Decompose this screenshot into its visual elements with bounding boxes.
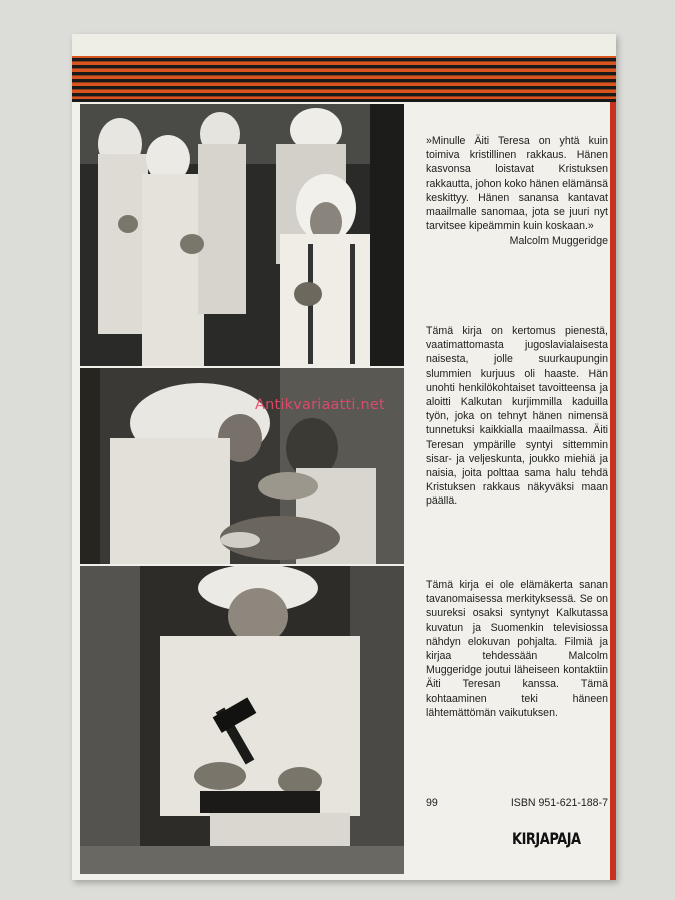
photo-sisters-praying (80, 104, 404, 366)
quote-text: »Minulle Äiti Teresa on yhtä kuin toimiva kristillinen rakkaus. Hänen kasvonsa loistavat Kristuksen rakkautta, johon koko hänen elämänsä keskittyy. Hänen sanansa kantavat maailmalle sanomaa, jota se juuri nyt tarvitsee kipeämmin kuin koskaan.» (426, 135, 608, 233)
publisher-logo: KIRJAPAJA (512, 830, 581, 849)
price-code: 99 (426, 797, 438, 809)
photo-man-hammering (80, 566, 404, 874)
paragraph-text: Tämä kirja on kertomus pienestä, vaatimattomasta jugoslavialaisesta naisesta, jolle suurkaupungin slummien kurjuus oli haaste. Hän unohti henkilökohtaiset tavoitteensa ja aloitti Kalkutan kurjimmilla kaduilla työn, joka on tehnyt hänen nimensä tunnetuksi kaikkialla maailmassa. Äiti Teresan ympärille syntyi sittemmin sisar- ja veljeskunta, joukko miehiä ja naisia, joita polttaa sama halu tehdä Kristuksen rakkaus näkyväksi maan päällä. (426, 325, 608, 508)
cover-top-margin (72, 34, 616, 56)
watermark-text: Antikvariaatti.net (255, 397, 385, 413)
description-paragraph-1 (426, 324, 608, 509)
quote-block (426, 134, 608, 249)
paragraph-text: Tämä kirja ei ole elämäkerta sanan tavanomaisessa merkityksessä. Se on suureksi osaksi syntynyt Kalkutassa kuvatun ja Suomenkin televisiossa nähdyn elokuvan pohjalta. Filmiä ja kirjaa tehdessään Malcolm Muggeridge joutui läheiseen kontaktiin Äiti Teresan kanssa. Tämä kohtaaminen teki häneen lähtemättömän vaikutuksen. (426, 579, 608, 719)
isbn-row (426, 797, 608, 809)
description-paragraph-2 (426, 578, 608, 720)
cover-red-edge (610, 102, 616, 880)
stripe-band (72, 56, 616, 102)
book-back-cover (72, 34, 616, 880)
quote-author: Malcolm Muggeridge (509, 235, 608, 248)
isbn-number: ISBN 951-621-188-7 (510, 797, 608, 809)
